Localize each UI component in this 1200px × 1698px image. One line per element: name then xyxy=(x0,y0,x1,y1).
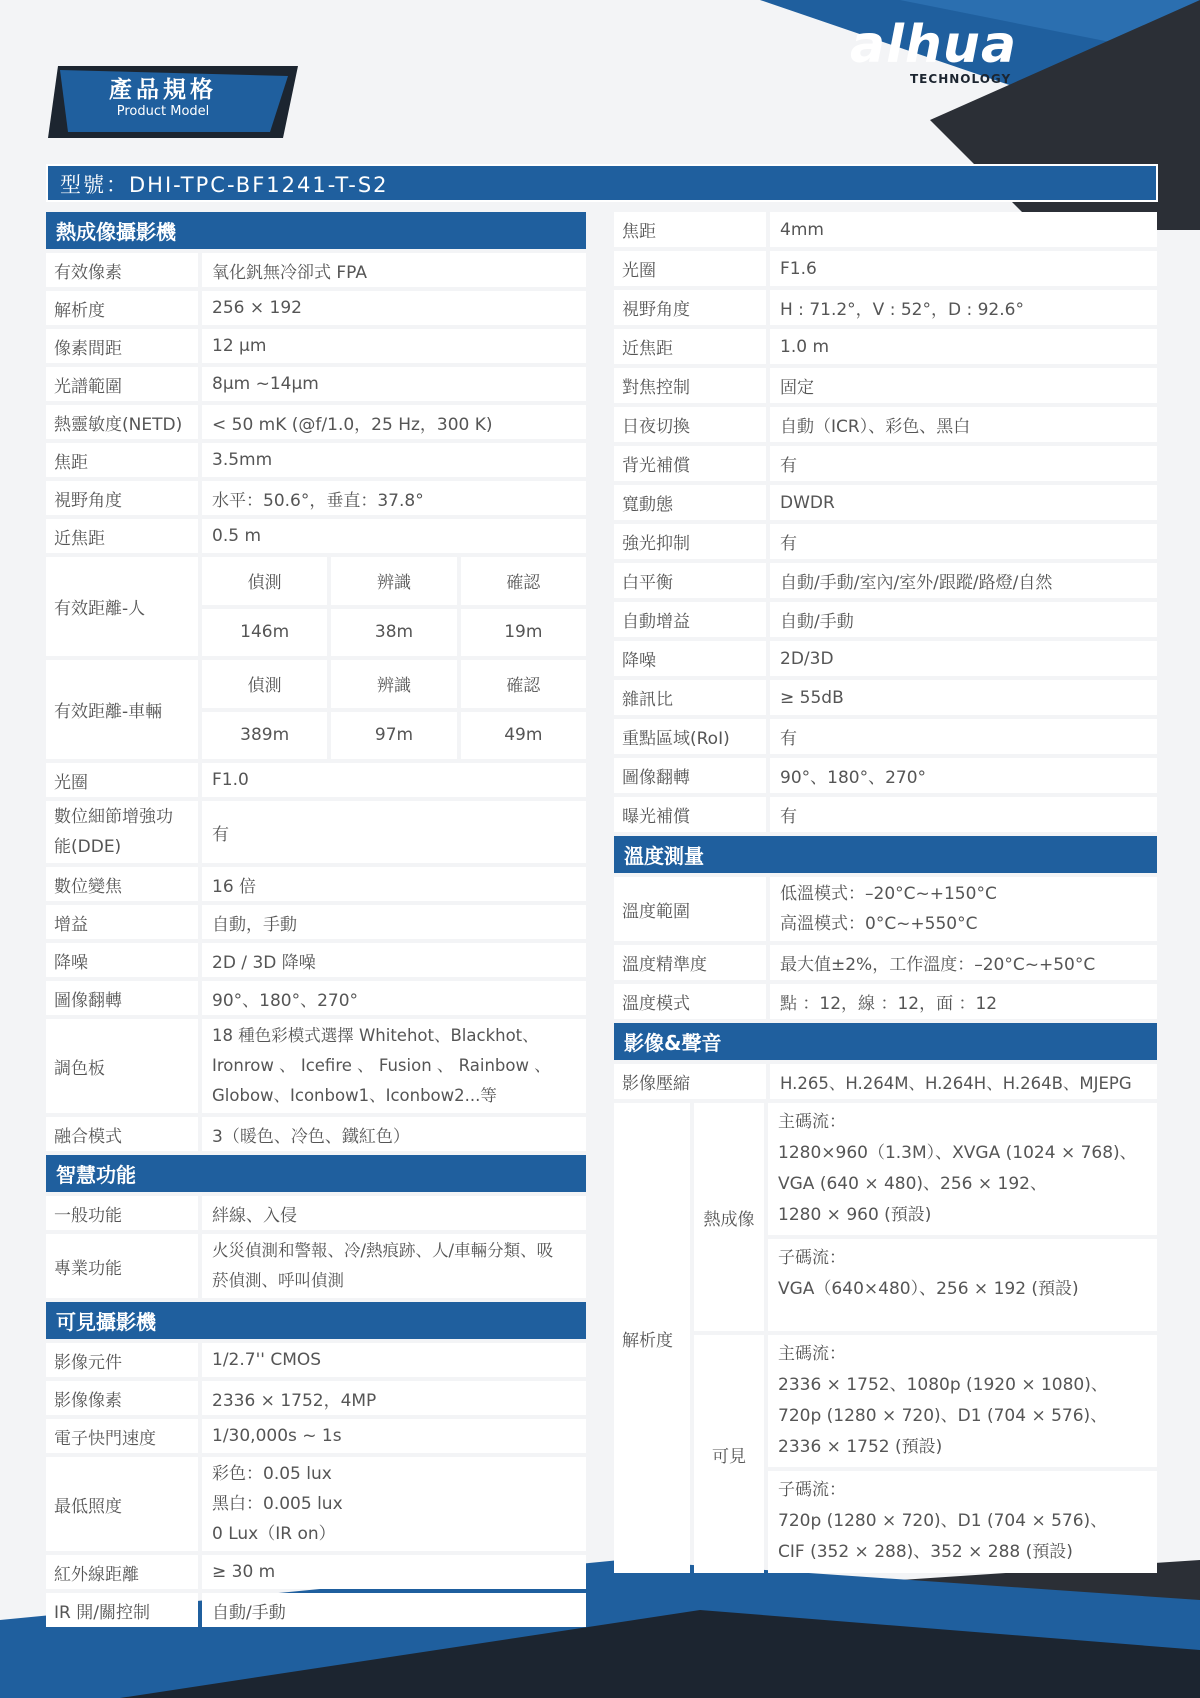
spec-value: 有 xyxy=(770,719,1157,754)
spec-row xyxy=(614,641,1157,676)
range-value: 49m xyxy=(461,712,586,760)
stream-line: 2336 × 1752、1080p (1920 × 1080)、 xyxy=(778,1375,1108,1395)
product-tag xyxy=(78,76,248,120)
spec-value: 16 倍 xyxy=(202,867,586,901)
brand-logo-sub: TECHNOLOGY xyxy=(910,72,1012,86)
spec-row xyxy=(46,405,586,439)
stream-line: CIF (352 × 288)、352 × 288 (預設) xyxy=(778,1542,1073,1562)
spec-value: 固定 xyxy=(770,368,1157,403)
spec-row xyxy=(46,291,586,325)
range-person-row xyxy=(46,557,586,656)
spec-row xyxy=(46,981,586,1015)
spec-value: 90°、180°、270° xyxy=(202,981,586,1015)
spec-row xyxy=(614,524,1157,559)
section-smart: 智慧功能 xyxy=(46,1155,586,1192)
spec-value: 有 xyxy=(202,801,586,863)
spec-row xyxy=(46,1457,586,1551)
resolution-groups xyxy=(694,1103,1157,1573)
spec-value: 點 ：12，線 ：12，面 ：12 xyxy=(770,984,1157,1019)
spec-key: 視野角度 xyxy=(614,290,766,325)
spec-key: IR 開/關控制 xyxy=(46,1593,198,1627)
spec-row xyxy=(614,945,1157,980)
spec-row xyxy=(46,1117,586,1151)
spec-key: 強光抑制 xyxy=(614,524,766,559)
spec-row xyxy=(46,763,586,797)
spec-row xyxy=(46,943,586,977)
spec-value xyxy=(202,1457,586,1551)
spec-value: 有 xyxy=(770,446,1157,481)
spec-value: 1.0 m xyxy=(770,329,1157,364)
spec-value: 自動，手動 xyxy=(202,905,586,939)
spec-key: 最低照度 xyxy=(46,1457,198,1551)
spec-value-line: Globow、Iconbow1、Iconbow2...等 xyxy=(212,1086,497,1105)
spec-key: 增益 xyxy=(46,905,198,939)
spec-value: 自動（ICR）、彩色、黑白 xyxy=(770,407,1157,442)
spec-row xyxy=(46,801,586,863)
spec-key: 對焦控制 xyxy=(614,368,766,403)
spec-key: 近焦距 xyxy=(614,329,766,364)
range-value: 38m xyxy=(331,609,456,657)
spec-row xyxy=(614,368,1157,403)
spec-key: 焦距 xyxy=(614,212,766,247)
spec-row xyxy=(614,290,1157,325)
spec-value: 氧化釩無冷卻式 FPA xyxy=(202,253,586,287)
spec-value: 3.5mm xyxy=(202,443,586,477)
spec-key: 背光補償 xyxy=(614,446,766,481)
stream-line: 主碼流： xyxy=(778,1344,846,1364)
spec-value: 自動/手動/室內/室外/跟蹤/路燈/自然 xyxy=(770,563,1157,598)
spec-row xyxy=(46,1555,586,1589)
spec-row xyxy=(46,867,586,901)
spec-value-line: 彩色：0.05 lux xyxy=(212,1464,332,1484)
spec-value: 2D/3D xyxy=(770,641,1157,676)
spec-key: 像素間距 xyxy=(46,329,198,363)
spec-row xyxy=(614,680,1157,715)
spec-value-line: 高溫模式：0°C~+550°C xyxy=(780,914,978,934)
spec-value: 2336 × 1752，4MP xyxy=(202,1381,586,1415)
stream-line: 720p (1280 × 720)、D1 (704 × 576)、 xyxy=(778,1406,1108,1426)
spec-key: 解析度 xyxy=(46,291,198,325)
spec-key: 解析度 xyxy=(614,1103,690,1573)
spec-key: 電子快門速度 xyxy=(46,1419,198,1453)
spec-value: 4mm xyxy=(770,212,1157,247)
spec-value-line: 18 種色彩模式選擇 Whitehot、Blackhot、 xyxy=(212,1026,539,1045)
spec-key: 影像像素 xyxy=(46,1381,198,1415)
stream-line: 子碼流： xyxy=(778,1248,846,1268)
spec-row xyxy=(614,407,1157,442)
spec-value: 3（暖色、冷色、鐵紅色） xyxy=(202,1117,586,1151)
spec-key xyxy=(46,801,198,863)
spec-value-line: 黑白：0.005 lux xyxy=(212,1494,343,1514)
section-visible: 可見攝影機 xyxy=(46,1302,586,1339)
spec-key: 有效像素 xyxy=(46,253,198,287)
spec-value: 2D / 3D 降噪 xyxy=(202,943,586,977)
spec-value xyxy=(770,877,1157,941)
thermal-main-stream xyxy=(768,1103,1157,1235)
spec-value xyxy=(202,1234,586,1298)
spec-key: 光譜範圍 xyxy=(46,367,198,401)
spec-row xyxy=(614,563,1157,598)
resolution-visible-values xyxy=(768,1335,1157,1573)
section-thermal: 熱成像攝影機 xyxy=(46,212,586,249)
spec-value: 水平：50.6°，垂直：37.8° xyxy=(202,481,586,515)
spec-key-line: 能(DDE) xyxy=(54,837,122,857)
range-header: 辨識 xyxy=(331,660,456,708)
spec-value-line: 低溫模式：–20°C~+150°C xyxy=(780,884,997,904)
spec-key: 曝光補償 xyxy=(614,797,766,832)
spec-value: 8µm ~14µm xyxy=(202,367,586,401)
brand-logo xyxy=(850,15,1018,86)
spec-row xyxy=(614,446,1157,481)
spec-key: 調色板 xyxy=(46,1019,198,1113)
spec-value: 1/30,000s ~ 1s xyxy=(202,1419,586,1453)
spec-row xyxy=(46,367,586,401)
stream-line: VGA (640 × 480)、256 × 192、 xyxy=(778,1174,1047,1194)
range-value: 389m xyxy=(202,712,327,760)
section-av: 影像&聲音 xyxy=(614,1023,1157,1060)
spec-key: 日夜切換 xyxy=(614,407,766,442)
spec-row xyxy=(46,1196,586,1230)
range-value: 19m xyxy=(461,609,586,657)
spec-key: 寬動態 xyxy=(614,485,766,520)
spec-row xyxy=(46,481,586,515)
spec-row xyxy=(614,719,1157,754)
spec-key: 白平衡 xyxy=(614,563,766,598)
spec-row xyxy=(46,1419,586,1453)
spec-value: H.265、H.264M、H.264H、H.264B、MJEPG xyxy=(770,1064,1157,1099)
spec-value: 自動/手動 xyxy=(202,1593,586,1627)
spec-value-line: 0 Lux（IR on） xyxy=(212,1524,336,1544)
resolution-block xyxy=(614,1103,1157,1573)
spec-row xyxy=(614,758,1157,793)
product-tag-title: 產品規格 xyxy=(109,77,217,103)
left-column xyxy=(46,212,586,1631)
spec-key: 光圈 xyxy=(614,251,766,286)
spec-key: 紅外線距離 xyxy=(46,1555,198,1589)
spec-row xyxy=(46,1343,586,1377)
stream-line: 子碼流： xyxy=(778,1480,846,1500)
spec-key: 有效距離-人 xyxy=(46,557,198,656)
range-person-grid xyxy=(202,557,586,656)
range-value: 97m xyxy=(331,712,456,760)
range-header: 偵測 xyxy=(202,557,327,605)
spec-row xyxy=(614,251,1157,286)
spec-row xyxy=(46,1234,586,1298)
range-header: 確認 xyxy=(461,557,586,605)
spec-key: 一般功能 xyxy=(46,1196,198,1230)
spec-row xyxy=(614,485,1157,520)
spec-key: 降噪 xyxy=(46,943,198,977)
range-header: 辨識 xyxy=(331,557,456,605)
spec-row xyxy=(614,329,1157,364)
visible-sub-stream xyxy=(768,1471,1157,1573)
thermal-sub-stream xyxy=(768,1239,1157,1331)
spec-key: 焦距 xyxy=(46,443,198,477)
model-title: 型號：DHI-TPC-BF1241-T-S2 xyxy=(46,164,1158,202)
resolution-visible-label: 可見 xyxy=(694,1335,764,1573)
spec-value: < 50 mK (@f/1.0，25 Hz，300 K) xyxy=(202,405,586,439)
spec-value: 自動/手動 xyxy=(770,602,1157,637)
spec-value: 絆線、入侵 xyxy=(202,1196,586,1230)
spec-value: 256 × 192 xyxy=(202,291,586,325)
spec-row xyxy=(614,602,1157,637)
spec-key: 溫度模式 xyxy=(614,984,766,1019)
resolution-thermal-values xyxy=(768,1103,1157,1331)
spec-key: 影像元件 xyxy=(46,1343,198,1377)
spec-key: 雜訊比 xyxy=(614,680,766,715)
section-temperature: 溫度測量 xyxy=(614,836,1157,873)
spec-key: 溫度精準度 xyxy=(614,945,766,980)
spec-value: 1/2.7'' CMOS xyxy=(202,1343,586,1377)
spec-row xyxy=(46,519,586,553)
spec-row xyxy=(46,1593,586,1627)
brand-logo-text: alhua xyxy=(850,15,1018,75)
spec-value: F1.6 xyxy=(770,251,1157,286)
range-vehicle-grid xyxy=(202,660,586,759)
visible-main-stream xyxy=(768,1335,1157,1467)
stream-line: 主碼流： xyxy=(778,1112,846,1132)
range-value: 146m xyxy=(202,609,327,657)
product-tag-subtitle: Product Model xyxy=(116,104,210,119)
spec-value: ≥ 55dB xyxy=(770,680,1157,715)
spec-value: DWDR xyxy=(770,485,1157,520)
spec-key: 自動增益 xyxy=(614,602,766,637)
spec-key: 專業功能 xyxy=(46,1234,198,1298)
spec-key: 圖像翻轉 xyxy=(614,758,766,793)
spec-row xyxy=(614,877,1157,941)
spec-row xyxy=(614,1064,1157,1099)
spec-key: 數位變焦 xyxy=(46,867,198,901)
spec-value-line: 菸偵測、呼叫偵測 xyxy=(212,1271,344,1290)
spec-key-line: 數位細節增強功 xyxy=(54,807,173,827)
spec-row xyxy=(614,212,1157,247)
stream-line: VGA（640×480）、256 × 192 (預設) xyxy=(778,1279,1079,1299)
spec-value: ≥ 30 m xyxy=(202,1555,586,1589)
range-header: 確認 xyxy=(461,660,586,708)
spec-value: H : 71.2°，V : 52°，D : 92.6° xyxy=(770,290,1157,325)
spec-row xyxy=(46,253,586,287)
stream-line: 1280×960（1.3M）、XVGA (1024 × 768)、 xyxy=(778,1143,1137,1163)
spec-key: 融合模式 xyxy=(46,1117,198,1151)
spec-row xyxy=(46,1381,586,1415)
spec-row xyxy=(614,984,1157,1019)
spec-value: 有 xyxy=(770,524,1157,559)
spec-key: 降噪 xyxy=(614,641,766,676)
spec-row xyxy=(46,443,586,477)
resolution-visible xyxy=(694,1335,1157,1573)
spec-key: 圖像翻轉 xyxy=(46,981,198,1015)
spec-key: 溫度範圍 xyxy=(614,877,766,941)
range-header: 偵測 xyxy=(202,660,327,708)
spec-row xyxy=(614,797,1157,832)
spec-row xyxy=(46,1019,586,1113)
range-vehicle-row xyxy=(46,660,586,759)
spec-value: 有 xyxy=(770,797,1157,832)
spec-value-line: Ironrow 、 Icefire 、 Fusion 、 Rainbow 、 xyxy=(212,1056,551,1075)
spec-value: 90°、180°、270° xyxy=(770,758,1157,793)
spec-key: 視野角度 xyxy=(46,481,198,515)
stream-line: 2336 × 1752 (預設) xyxy=(778,1437,943,1457)
spec-key: 重點區域(RoI) xyxy=(614,719,766,754)
stream-line: 720p (1280 × 720)、D1 (704 × 576)、 xyxy=(778,1511,1108,1531)
spec-value xyxy=(202,1019,586,1113)
spec-key: 有效距離-車輛 xyxy=(46,660,198,759)
right-column xyxy=(614,212,1157,1573)
resolution-thermal xyxy=(694,1103,1157,1331)
spec-value-line: 火災偵測和警報、冷/熱痕跡、人/車輛分類、吸 xyxy=(212,1241,554,1260)
spec-row xyxy=(46,905,586,939)
stream-line: 1280 × 960 (預設) xyxy=(778,1205,932,1225)
spec-row xyxy=(46,329,586,363)
spec-value: F1.0 xyxy=(202,763,586,797)
spec-value: 12 µm xyxy=(202,329,586,363)
spec-value: 最大值±2%，工作溫度：–20°C~+50°C xyxy=(770,945,1157,980)
spec-key: 熱靈敏度(NETD) xyxy=(46,405,198,439)
spec-key: 近焦距 xyxy=(46,519,198,553)
spec-value: 0.5 m xyxy=(202,519,586,553)
spec-key: 影像壓縮 xyxy=(614,1064,766,1099)
spec-key: 光圈 xyxy=(46,763,198,797)
resolution-thermal-label: 熱成像 xyxy=(694,1103,764,1331)
